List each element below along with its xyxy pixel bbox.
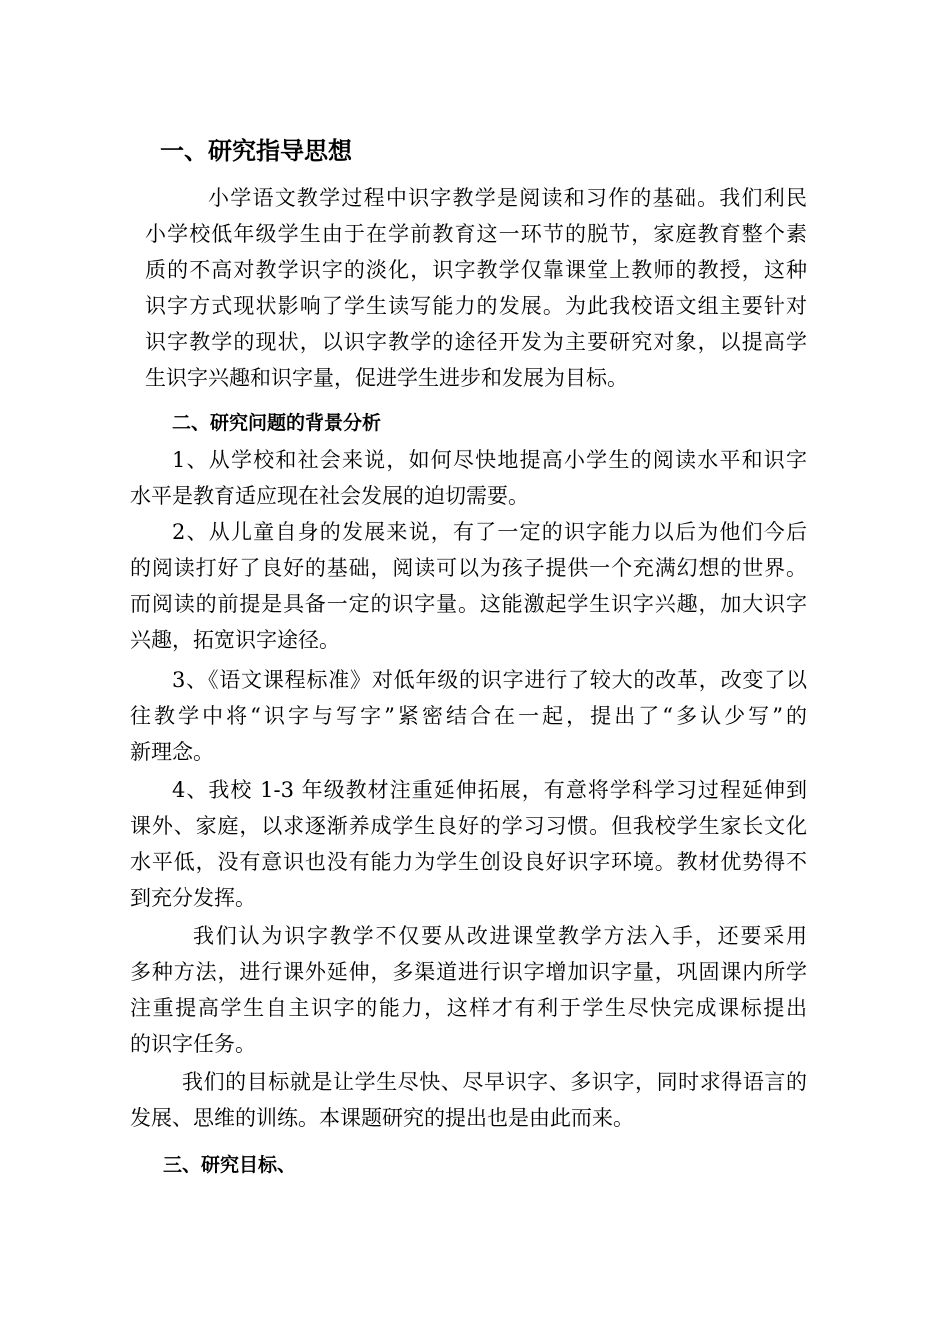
- paragraph-line: 到充分发挥。: [130, 886, 256, 910]
- paragraph-line: 水平是教育适应现在社会发展的迫切需要。: [130, 484, 529, 508]
- paragraph-background-1: [130, 442, 807, 514]
- paragraph-line: 往教学中将“识字与写字”紧密结合在一起，提出了“多认少写”的: [130, 704, 807, 728]
- paragraph-line: 发展、思维的训练。本课题研究的提出也是由此而来。: [130, 1106, 634, 1130]
- paragraph-line: 多种方法，进行课外延伸，多渠道进行识字增加识字量，巩固课内所学: [130, 960, 807, 984]
- paragraph-line: 水平低，没有意识也没有能力为学生创设良好识字环境。教材优势得不: [130, 850, 807, 874]
- paragraph-line: 2、从儿童自身的发展来说，有了一定的识字能力以后为他们今后: [172, 520, 807, 544]
- paragraph-line: 而阅读的前提是具备一定的识字量。这能激起学生识字兴趣，加大识字: [130, 592, 807, 616]
- paragraph-line: 兴趣，拓宽识字途径。: [130, 628, 340, 652]
- paragraph-line: 4、我校 1-3 年级教材注重延伸拓展，有意将学科学习过程延伸到: [172, 778, 807, 802]
- paragraph-line: 小学校低年级学生由于在学前教育这一环节的脱节，家庭教育整个素: [145, 222, 807, 246]
- paragraph-line: 生识字兴趣和识字量，促进学生进步和发展为目标。: [145, 366, 628, 390]
- section-heading-3: 三、研究目标、: [163, 1154, 297, 1176]
- paragraph-background-2: [130, 514, 807, 658]
- paragraph-line: 1、从学校和社会来说，如何尽快地提高小学生的阅读水平和识字: [172, 448, 807, 472]
- section-heading-2: 二、研究问题的背景分析: [172, 412, 382, 434]
- paragraph-line: 我们认为识字教学不仅要从改进课堂教学方法入手，还要采用: [193, 924, 807, 948]
- paragraph-line: 识字教学的现状，以识字教学的途径开发为主要研究对象，以提高学: [145, 330, 807, 354]
- paragraph-approach: [130, 918, 807, 1062]
- paragraph-line: 小学语文教学过程中识字教学是阅读和习作的基础。我们利民: [208, 186, 807, 210]
- paragraph-line: 注重提高学生自主识字的能力，这样才有利于学生尽快完成课标提出: [130, 996, 807, 1020]
- paragraph-line: 3、《语文课程标准》对低年级的识字进行了较大的改革，改变了以: [172, 668, 807, 692]
- paragraph-line: 新理念。: [130, 740, 214, 764]
- paragraph-line: 识字方式现状影响了学生读写能力的发展。为此我校语文组主要针对: [145, 294, 807, 318]
- paragraph-line: 课外、家庭，以求逐渐养成学生良好的学习习惯。但我校学生家长文化: [130, 814, 807, 838]
- paragraph-line: 的识字任务。: [130, 1032, 256, 1056]
- paragraph-goal: [130, 1064, 807, 1136]
- paragraph-line: 我们的目标就是让学生尽快、尽早识字、多识字，同时求得语言的: [182, 1070, 807, 1094]
- paragraph-guiding-ideology: [145, 180, 807, 396]
- paragraph-background-4: [130, 772, 807, 916]
- section-heading-1: 一、研究指导思想: [160, 136, 352, 165]
- paragraph-line: 质的不高对教学识字的淡化，识字教学仅靠课堂上教师的教授，这种: [145, 258, 807, 282]
- paragraph-line: 的阅读打好了良好的基础，阅读可以为孩子提供一个充满幻想的世界。: [130, 556, 807, 580]
- paragraph-background-3: [130, 662, 807, 770]
